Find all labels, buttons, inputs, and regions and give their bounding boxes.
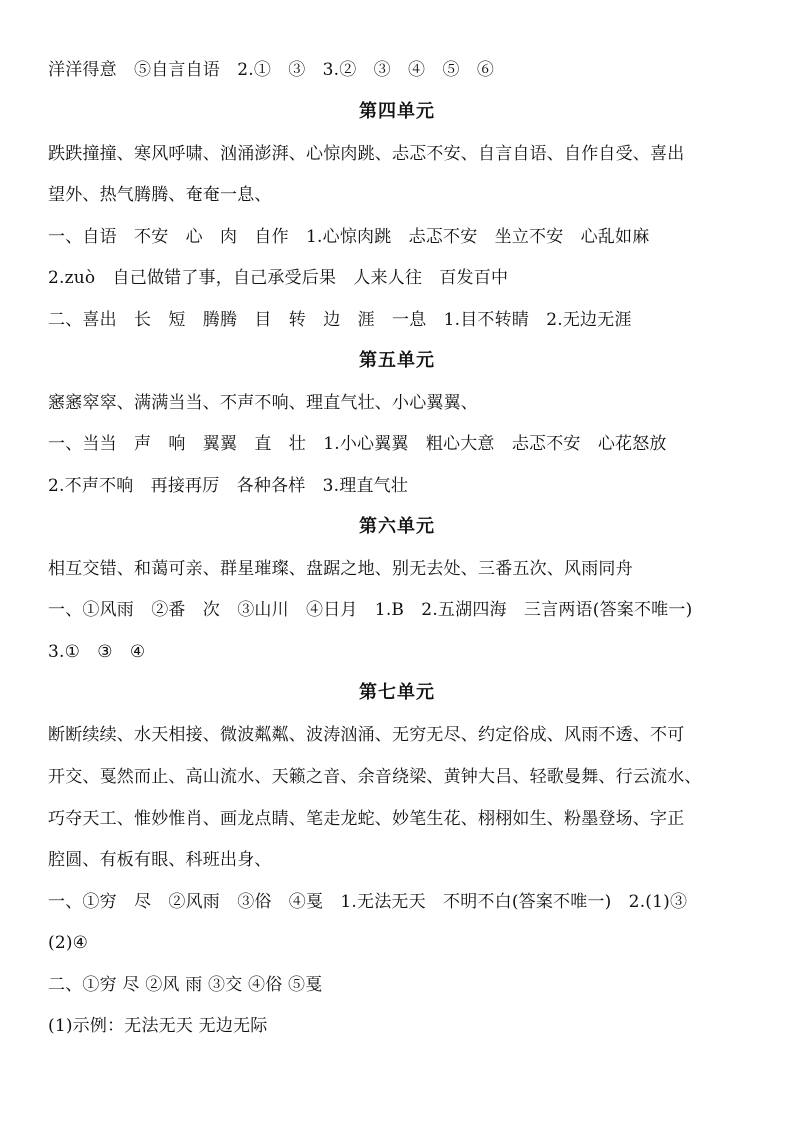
text-line: 二、喜出 长 短 腾腾 目 转 边 涯 一息 1.目不转睛 2.无边无涯	[48, 310, 632, 330]
text-line: 巧夺天工、惟妙惟肖、画龙点睛、笔走龙蛇、妙笔生花、栩栩如生、粉墨登场、字正	[48, 809, 685, 829]
text-line: 望外、热气腾腾、奄奄一息、	[48, 185, 272, 205]
text-line: 断断续续、水天相接、微波粼粼、波涛汹涌、无穷无尽、约定俗成、风雨不透、不可	[48, 725, 685, 745]
text-line: (2)④	[48, 933, 89, 953]
text-line: (1)示例：无法无天 无边无际	[48, 1016, 268, 1036]
text-line: 开交、戛然而止、高山流水、天籁之音、余音绕梁、黄钟大吕、轻歌曼舞、行云流水、	[48, 767, 702, 787]
text-line: 洋洋得意 ⑤自言自语 2.① ③ 3.② ③ ④ ⑤ ⑥	[48, 60, 495, 80]
text-line: 一、自语 不安 心 肉 自作 1.心惊肉跳 忐忑不安 坐立不安 心乱如麻	[48, 227, 650, 247]
text-line: 一、①穷 尽 ②风雨 ③俗 ④戛 1.无法无天 不明不白(答案不唯一) 2.(1)③	[48, 892, 688, 912]
unit-heading: 第七单元	[359, 682, 435, 703]
text-line: 2.不声不响 再接再厉 各种各样 3.理直气壮	[48, 476, 409, 496]
text-line: 一、①风雨 ②番 次 ③山川 ④日月 1.B 2.五湖四海 三言两语(答案不唯一)	[48, 600, 693, 620]
unit-heading: 第五单元	[359, 350, 435, 371]
text-line: 二、①穷 尽 ②风 雨 ③交 ④俗 ⑤戛	[48, 975, 323, 995]
text-line: 一、当当 声 响 翼翼 直 壮 1.小心翼翼 粗心大意 忐忑不安 心花怒放	[48, 434, 667, 454]
unit-heading: 第四单元	[359, 101, 435, 122]
text-line: 腔圆、有板有眼、科班出身、	[48, 850, 272, 870]
text-line: 3.① ③ ④	[48, 642, 146, 662]
text-line: 跌跌撞撞、寒风呼啸、汹涌澎湃、心惊肉跳、忐忑不安、自言自语、自作自受、喜出	[48, 144, 685, 164]
text-line: 相互交错、和蔼可亲、群星璀璨、盘踞之地、别无去处、三番五次、风雨同舟	[48, 559, 633, 579]
text-line: 2.zuò 自己做错了事，自己承受后果 人来人往 百发百中	[48, 268, 509, 288]
unit-heading: 第六单元	[359, 516, 435, 537]
text-line: 窸窸窣窣、满满当当、不声不响、理直气壮、小心翼翼、	[48, 393, 478, 413]
